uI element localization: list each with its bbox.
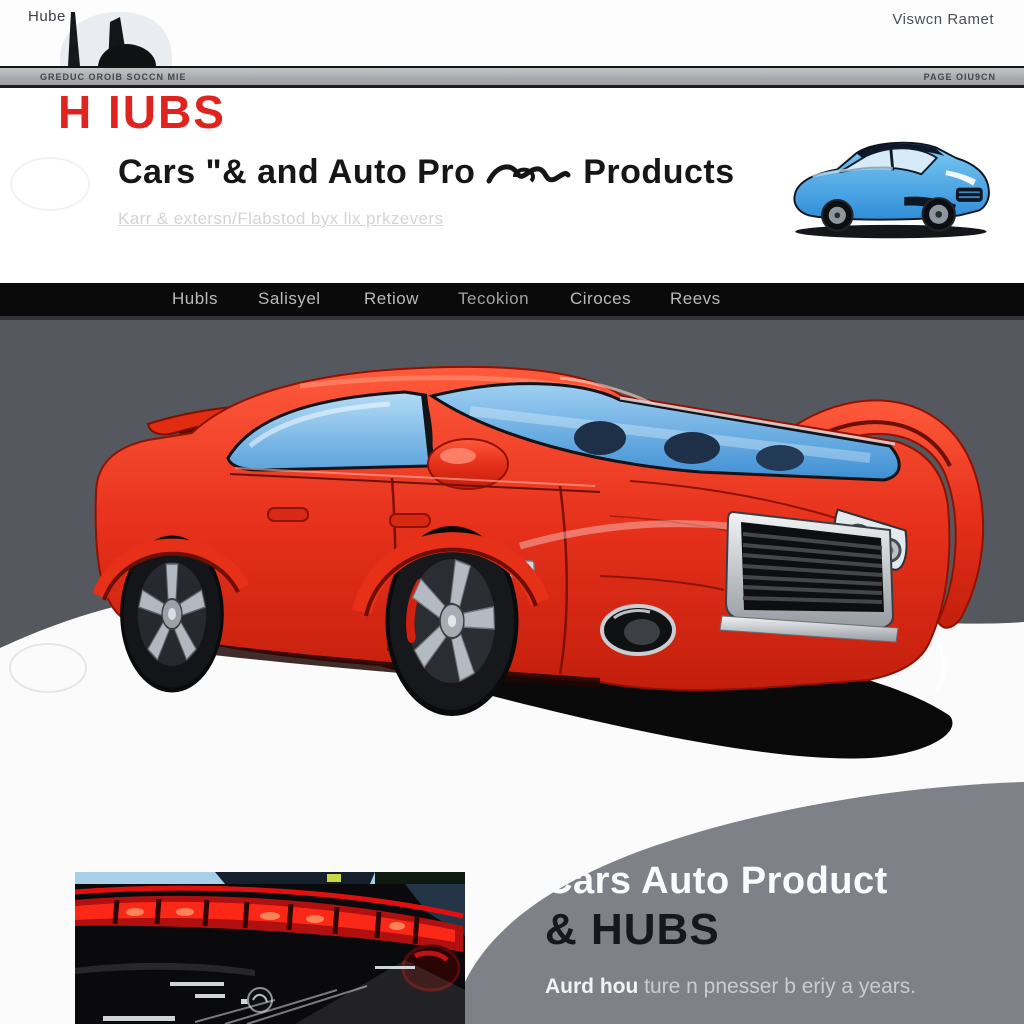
feature-text-block xyxy=(545,860,1015,999)
subtitle-link[interactable]: Karr & extersn/Flabstod byx lix prkzevers xyxy=(118,209,444,228)
scribble-car-doodle-icon xyxy=(485,159,571,189)
masthead xyxy=(0,86,1024,283)
pen-tools-icon xyxy=(40,6,190,66)
site-logo[interactable]: H IUBS xyxy=(58,86,226,138)
page-title-part2: Products xyxy=(583,153,735,191)
feature-title-line1: Cars Auto Product xyxy=(545,860,888,902)
nav-item-tecokion[interactable]: Tecokion xyxy=(458,289,530,308)
nav-item-reevs[interactable]: Reevs xyxy=(670,289,721,308)
ribbon-right-text: PAGE OIU9CN xyxy=(923,71,996,82)
feature-title-line2: & HUBS xyxy=(545,905,720,954)
top-bar xyxy=(0,0,1024,66)
ghost-sketch-shape xyxy=(10,157,90,211)
user-name-text: Viswcn Ramet xyxy=(892,11,994,28)
feature-description-bold: Aurd hou xyxy=(545,975,639,998)
nav-item-salisyel[interactable]: Salisyel xyxy=(258,289,321,308)
main-nav xyxy=(0,283,1024,316)
ribbon-left-text: GREDUC OROIB SOCCN MIE xyxy=(40,71,187,82)
taillight-photo xyxy=(75,872,465,1024)
page-title-part1: Cars "& and Auto Pro xyxy=(118,153,476,191)
nav-item-ciroces[interactable]: Ciroces xyxy=(570,289,632,308)
feature-description-rest: ture n pnesser b eriy a years. xyxy=(638,975,917,998)
nav-item-retiow[interactable]: Retiow xyxy=(364,289,419,308)
blue-car-illustration xyxy=(778,133,998,245)
nav-item-hubls[interactable]: Hubls xyxy=(172,289,218,308)
page-title xyxy=(118,153,735,192)
feature-description xyxy=(545,975,1015,999)
brand-text: Hube xyxy=(28,8,66,25)
